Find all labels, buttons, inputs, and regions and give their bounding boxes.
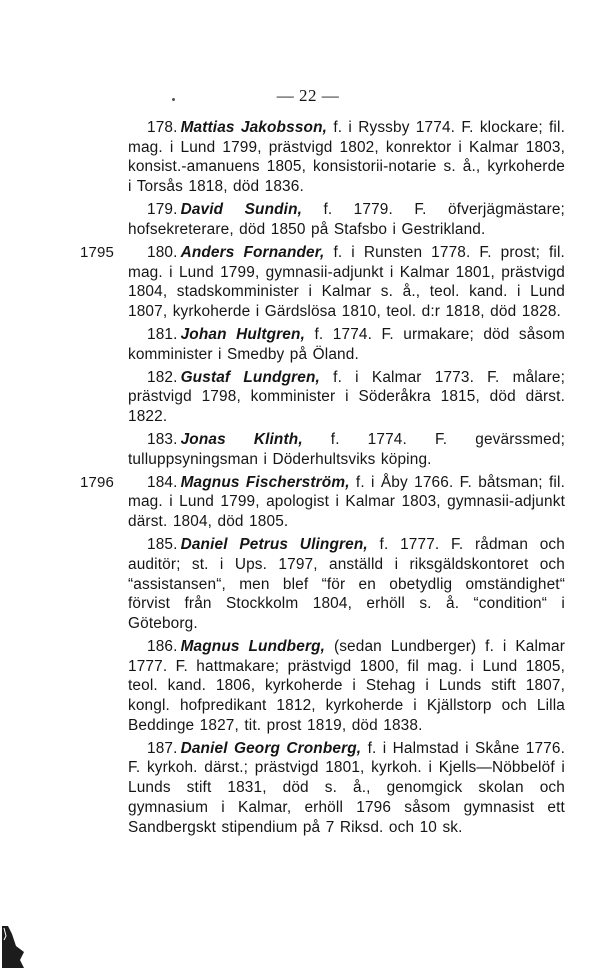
entry-number: 178.: [147, 119, 178, 136]
entry-number: 186.: [147, 637, 178, 655]
entry-text: f. i Runsten 1778. F. prost; fil. mag. i Lund 1799, gymnasii-adjunkt i Kalmar 1801, prästvigd 1804, stadskomminister i Kalmar s. å., teol. kand. i Lund 1807, kyrkoherde i Gärdslösa 1810, teol. d:r 1818, död 1828.: [128, 243, 565, 320]
entry-183: [128, 430, 565, 469]
entry-number: 183.: [147, 431, 178, 449]
entry-name: Johan Hultgren,: [180, 325, 305, 343]
entry-number: 179.: [147, 201, 178, 219]
entry-name: Mattias Jakobsson,: [180, 119, 328, 136]
entry-list: [80, 118, 566, 841]
entry-number: 181.: [147, 325, 178, 343]
entry-text: f. 1774. F. urmakare; död såsom komminister i Smedby på Öland.: [128, 325, 565, 363]
entry-184: [80, 473, 565, 532]
entry-number: 182.: [147, 368, 178, 386]
entry-186: [128, 637, 565, 736]
entry-text: f. 1779. F. öfverjägmästare; hofsekreterare, död 1850 på Stafsbo i Gestrikland.: [128, 201, 565, 238]
entry-178: [128, 118, 565, 197]
entry-text: f. i Halmstad i Skåne 1776. F. kyrkoh. därst.; prästvigd 1801, kyrkoh. i Kjells—Nöbbelöf i Lunds stift 1831, död s. å., genomgick skolan och gymnasium i Kalmar, erhöll 1796 såsom gymnasist ett Sandbergskt stipendium på 7 Riksd. och 10 sk.: [128, 739, 565, 836]
entry-text: f. i Åby 1766. F. båtsman; fil. mag. i Lund 1799, apologist i Kalmar 1803, gymnasii-adjunkt därst. 1804, död 1805.: [128, 473, 565, 531]
entry-text: (sedan Lundberger) f. i Kalmar 1777. F. hattmakare; prästvigd 1800, fil mag. i Lund 1805, teol. kand. 1806, kyrkoherde i Stehag i Lunds stift 1807, kongl. hofpredikant 1812, kyrkoherde i Kjällstorp och Lilla Beddinge 1827, tit. prost 1819, död 1838.: [128, 637, 565, 734]
entry-181: [128, 325, 565, 364]
entry-name: Daniel Georg Cronberg,: [180, 739, 362, 757]
entry-text: f. 1777. F. rådman och auditör; st. i Ups. 1797, anställd i riksgäldskontoret och “assistansen“, men blef “för en obetydlig omständighet“ förvist från Stockkolm 1804, erhöll s. å. “condition“ i Göteborg.: [128, 536, 565, 632]
scan-speck: [172, 98, 175, 101]
entry-185: [128, 535, 565, 634]
entry-text: f. i Kalmar 1773. F. målare; prästvigd 1798, komminister i Söderåkra 1815, död därst. 1822.: [128, 368, 566, 426]
entry-name: Magnus Fischerström,: [180, 473, 350, 491]
margin-year: 1795: [80, 243, 114, 261]
entry-text: f. 1774. F. gevärssmed; tulluppsyningsman i Döderhultsviks köping.: [128, 431, 566, 468]
entry-name: Daniel Petrus Ulingren,: [180, 536, 368, 554]
entry-180: [80, 243, 565, 322]
entry-name: Jonas Klinth,: [180, 431, 303, 449]
entry-179: [128, 200, 565, 239]
library-stamp-icon: [0, 922, 26, 970]
margin-year: 1796: [80, 473, 114, 491]
entry-number: 184.: [147, 473, 178, 491]
entry-number: 180.: [147, 243, 178, 261]
entry-name: David Sundin,: [180, 201, 303, 219]
entry-name: Magnus Lundberg,: [180, 637, 326, 655]
entry-name: Gustaf Lundgren,: [180, 368, 320, 386]
entry-number: 185.: [147, 536, 178, 554]
entry-182: [128, 368, 565, 427]
entry-text: f. i Ryssby 1774. F. klockare; fil. mag. i Lund 1799, prästvigd 1802, konrektor i Kalmar 1803, konsist.-amanuens 1805, konsistorii-notarie s. å., kyrkoherde i Torsås 1818, död 1836.: [128, 119, 565, 196]
page-number: — 22 —: [276, 86, 340, 105]
entry-187: [128, 739, 565, 838]
entry-number: 187.: [147, 739, 178, 757]
entry-name: Anders Fornander,: [180, 243, 325, 261]
